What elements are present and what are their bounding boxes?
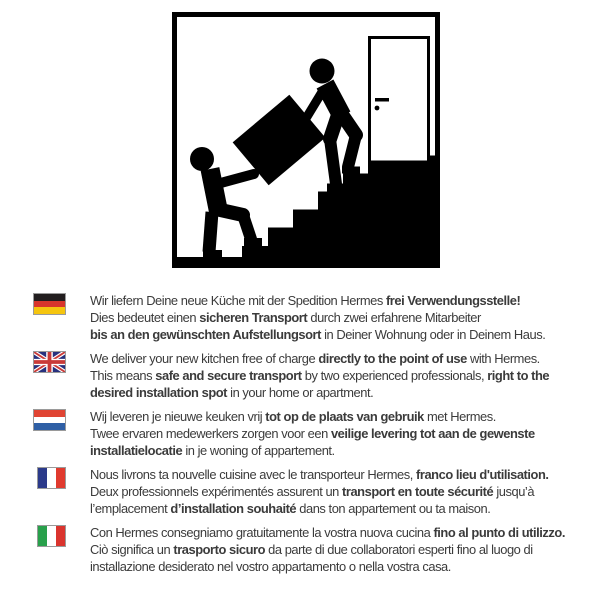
flag-france-icon — [37, 467, 66, 489]
bold-text-segment: safe and secure transport — [155, 368, 302, 383]
bold-text-segment: d’installation souhaité — [170, 501, 297, 516]
flag-stripe — [47, 468, 56, 488]
flag-stripe — [34, 417, 65, 424]
text-segment: met Hermes. — [423, 409, 496, 424]
bold-text-segment: transport en toute sécurité — [342, 484, 494, 499]
bold-text-segment: right to the — [487, 368, 550, 383]
bold-text-segment: directly to the point of use — [318, 351, 467, 366]
paragraph-de — [90, 292, 545, 343]
text-segment: Deux professionnels expérimentés assurent un — [90, 484, 343, 499]
text-segment: dans ton appartement ou ta maison. — [296, 501, 491, 516]
text-line-fr-1 — [90, 466, 549, 483]
bold-text-segment: fino al punto di utilizzo. — [433, 525, 565, 540]
paragraph-en — [90, 350, 549, 401]
language-row-it — [33, 524, 578, 582]
flag-germany-icon — [33, 293, 66, 315]
flag-stripe — [34, 301, 65, 308]
text-line-de-2 — [90, 309, 545, 326]
language-row-de — [33, 292, 578, 350]
flag-italy-icon — [37, 525, 66, 547]
text-segment: jusqu’à — [493, 484, 535, 499]
text-line-nl-2 — [90, 425, 535, 442]
flag-stripe — [47, 526, 56, 546]
text-segment: by two experienced professionals, — [301, 368, 488, 383]
bold-text-segment: sicheren Transport — [199, 310, 308, 325]
text-line-en-3 — [90, 384, 549, 401]
language-row-fr — [33, 466, 578, 524]
text-segment: in your home or apartment. — [227, 385, 374, 400]
text-segment: installazione desiderato nel vostro appartamento o nella vostra casa. — [90, 559, 451, 574]
text-segment: Dies bedeutet einen — [90, 310, 200, 325]
paragraph-it — [90, 524, 565, 575]
flag-stripe — [34, 307, 65, 314]
mover-upper-head — [310, 59, 335, 84]
door-handle — [375, 98, 389, 102]
text-segment: Ciò significa un — [90, 542, 174, 557]
flag-stripe — [38, 526, 47, 546]
flag-stripe — [34, 410, 65, 417]
bold-text-segment: desired installation spot — [90, 385, 228, 400]
bold-text-segment: veilige levering tot aan de gewenste — [330, 426, 535, 441]
flag-united-kingdom-icon — [33, 351, 66, 373]
text-segment: Wij leveren je nieuwe keuken vrij — [90, 409, 266, 424]
union-jack-graphic — [34, 352, 65, 372]
text-segment: l’emplacement — [90, 501, 171, 516]
text-line-de-3 — [90, 326, 545, 343]
flag-stripe — [56, 468, 65, 488]
flag-stripe — [34, 294, 65, 301]
text-segment: in Deiner Wohnung oder in Deinem Haus. — [320, 327, 546, 342]
text-segment: with Hermes. — [466, 351, 540, 366]
text-line-fr-3 — [90, 500, 549, 517]
language-row-en — [33, 350, 578, 408]
text-segment: Nous livrons ta nouvelle cuisine avec le transporteur Hermes, — [90, 467, 417, 482]
text-line-it-1 — [90, 524, 565, 541]
flag-stripe — [56, 526, 65, 546]
flag-stripe — [38, 468, 47, 488]
text-segment: da parte di due collaboratori esperti fino al luogo di — [265, 542, 533, 557]
text-segment: in je woning of appartement. — [182, 443, 335, 458]
paragraph-nl — [90, 408, 535, 459]
flag-stripe — [34, 423, 65, 430]
bold-text-segment: tot op de plaats van gebruik — [265, 409, 424, 424]
bold-text-segment: frei Verwendungsstelle! — [385, 293, 521, 308]
text-line-it-3 — [90, 558, 565, 575]
bold-text-segment: installatielocatie — [90, 443, 183, 458]
text-segment: Twee ervaren medewerkers zorgen voor een — [90, 426, 331, 441]
language-row-nl — [33, 408, 578, 466]
language-sections — [33, 292, 578, 582]
text-line-fr-2 — [90, 483, 549, 500]
door — [370, 38, 429, 163]
paragraph-fr — [90, 466, 549, 517]
text-line-en-2 — [90, 367, 549, 384]
text-segment: durch zwei erfahrene Mitarbeiter — [307, 310, 481, 325]
text-segment: Wir liefern Deine neue Küche mit der Spedition Hermes — [90, 293, 386, 308]
text-segment: This means — [90, 368, 156, 383]
bold-text-segment: bis an den gewünschten Aufstellungsort — [90, 327, 321, 342]
text-line-en-1 — [90, 350, 549, 367]
flag-netherlands-icon — [33, 409, 66, 431]
text-line-nl-3 — [90, 442, 535, 459]
mover-lower-head — [190, 147, 214, 171]
text-segment: Con Hermes consegniamo gratuitamente la vostra nuova cucina — [90, 525, 434, 540]
bold-text-segment: trasporto sicuro — [173, 542, 266, 557]
movers-pictogram — [172, 12, 440, 268]
text-segment: We deliver your new kitchen free of charge — [90, 351, 319, 366]
door-knob — [375, 106, 380, 111]
text-line-nl-1 — [90, 408, 535, 425]
text-line-de-1 — [90, 292, 545, 309]
text-line-it-2 — [90, 541, 565, 558]
bold-text-segment: franco lieu d'utilisation. — [416, 467, 549, 482]
